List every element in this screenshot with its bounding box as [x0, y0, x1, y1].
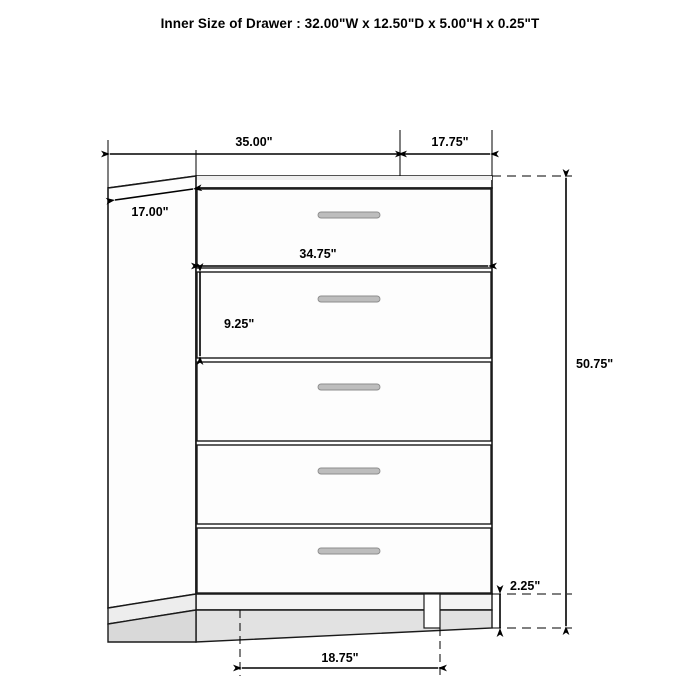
- dimension-leg-height: [500, 579, 540, 628]
- page-title: Inner Size of Drawer : 32.00"W x 12.50"D x 5.00"H x 0.25"T: [160, 16, 540, 31]
- dimension-top-depth-right: [404, 135, 490, 154]
- dimension-leg-height-label: 2.25": [510, 579, 541, 593]
- drawer-front-2: [197, 272, 491, 358]
- chest-left-side-panel: [108, 176, 196, 608]
- dimension-overall-height-label: 50.75": [576, 357, 614, 371]
- dimension-base-width-label: 18.75": [321, 651, 359, 665]
- dimension-side-depth-label: 17.00": [131, 205, 169, 219]
- dimension-top-width: [110, 135, 398, 154]
- drawer-handle-4: [318, 468, 380, 474]
- drawer-handle-3: [318, 384, 380, 390]
- drawer-handle-1: [318, 212, 380, 218]
- drawer-handle-2: [318, 296, 380, 302]
- dimension-drawer-width-label: 34.75": [299, 247, 337, 261]
- drawer-front-3: [197, 362, 491, 441]
- chest-body: [108, 176, 492, 642]
- dimension-drawer-height-label: 9.25": [224, 317, 255, 331]
- drawer-handle-5: [318, 548, 380, 554]
- chest-foot-notch: [424, 594, 440, 628]
- dimension-overall-height: [566, 178, 613, 626]
- drawer-front-5: [197, 528, 491, 593]
- dimension-base-width: [242, 651, 438, 668]
- dimension-top-width-label: 35.00": [235, 135, 273, 149]
- dimension-top-depth-right-label: 17.75": [431, 135, 469, 149]
- drawer-front-1: [197, 189, 491, 268]
- drawer-front-4: [197, 445, 491, 524]
